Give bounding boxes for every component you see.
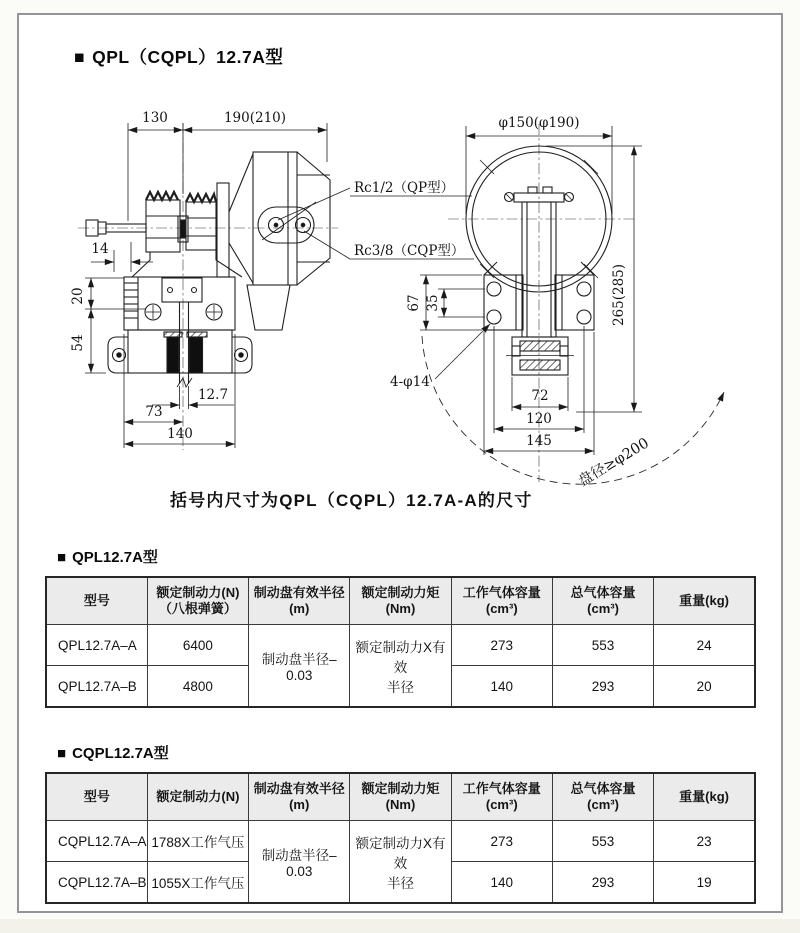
torque-cell: 额定制动力X有效 半径 — [350, 821, 451, 904]
page-bottom-band — [0, 919, 800, 933]
qpl-header-row — [46, 577, 755, 625]
page-title — [74, 44, 283, 69]
radius-cell: 制动盘半径–0.03 — [249, 625, 350, 708]
dim-20: 20 — [70, 287, 86, 305]
cqpl-spec-table — [45, 772, 756, 904]
dim-35: 35 — [425, 294, 441, 312]
black-square-icon: ■ — [57, 549, 67, 566]
total-volume-cell: 293 — [552, 666, 653, 708]
cqpl-header-row — [46, 773, 755, 821]
dim-265-285: 265(285) — [611, 263, 627, 327]
col-header-model: 型号 — [46, 577, 147, 625]
weight-cell: 23 — [654, 821, 755, 862]
work-volume-cell: 273 — [451, 625, 552, 666]
dim-120: 120 — [526, 411, 552, 427]
dim-dia-150-190: φ150(φ190) — [498, 115, 580, 131]
holes-label-4-phi14: 4-φ14 — [390, 374, 430, 390]
model-cell: CQPL12.7A–A — [46, 821, 147, 862]
cqpl-section-title — [57, 742, 169, 763]
radius-cell: 制动盘半径–0.03 — [249, 821, 350, 904]
dim-72: 72 — [531, 388, 549, 404]
drawing-caption: 括号内尺寸为QPL（CQPL）12.7A-A的尺寸 — [170, 491, 533, 510]
col-header-total-volume: 总气体容量 (cm³) — [552, 577, 653, 625]
col-header-force: 额定制动力(N) — [147, 773, 248, 821]
page-title-text: QPL（CQPL）12.7A型 — [92, 47, 284, 67]
total-volume-cell: 293 — [552, 862, 653, 904]
black-square-icon: ■ — [74, 47, 86, 67]
technical-drawing — [20, 90, 780, 490]
force-cell: 1055X工作气压 — [147, 862, 248, 904]
dim-145: 145 — [526, 433, 552, 449]
col-header-work-volume: 工作气体容量 (cm³) — [451, 773, 552, 821]
dim-140: 140 — [167, 426, 193, 442]
dim-12-7: 12.7 — [197, 387, 229, 403]
work-volume-cell: 140 — [451, 666, 552, 708]
model-cell: CQPL12.7A–B — [46, 862, 147, 904]
weight-cell: 19 — [654, 862, 755, 904]
col-header-total-volume: 总气体容量 (cm³) — [552, 773, 653, 821]
dim-73: 73 — [145, 404, 163, 420]
weight-cell: 24 — [654, 625, 755, 666]
col-header-weight: 重量(kg) — [654, 577, 755, 625]
qpl-section-title-text: QPL12.7A型 — [72, 549, 158, 566]
col-header-work-volume: 工作气体容量 (cm³) — [451, 577, 552, 625]
qpl-section-title — [57, 546, 158, 567]
col-header-radius: 制动盘有效半径 (m) — [249, 577, 350, 625]
dim-190-210: 190(210) — [223, 110, 287, 126]
col-header-model: 型号 — [46, 773, 147, 821]
port-label-rc12: Rc1/2（QP型） — [354, 180, 455, 196]
dim-54: 54 — [70, 334, 86, 352]
cqpl-section-title-text: CQPL12.7A型 — [72, 745, 169, 762]
table-row — [46, 821, 755, 862]
col-header-weight: 重量(kg) — [654, 773, 755, 821]
col-header-torque: 额定制动力矩 (Nm) — [350, 773, 451, 821]
work-volume-cell: 273 — [451, 821, 552, 862]
total-volume-cell: 553 — [552, 821, 653, 862]
model-cell: QPL12.7A–A — [46, 625, 147, 666]
col-header-force: 额定制动力(N) （八根弹簧） — [147, 577, 248, 625]
front-view-drawing — [390, 115, 724, 490]
force-cell: 6400 — [147, 625, 248, 666]
model-cell: QPL12.7A–B — [46, 666, 147, 708]
col-header-radius: 制动盘有效半径 (m) — [249, 773, 350, 821]
work-volume-cell: 140 — [451, 862, 552, 904]
black-square-icon: ■ — [57, 745, 67, 762]
col-header-torque: 额定制动力矩 (Nm) — [350, 577, 451, 625]
side-view-drawing — [70, 110, 474, 450]
force-cell: 4800 — [147, 666, 248, 708]
qpl-spec-table — [45, 576, 756, 708]
port-label-rc38: Rc3/8（CQP型） — [354, 243, 465, 259]
table-row — [46, 625, 755, 666]
force-cell: 1788X工作气压 — [147, 821, 248, 862]
torque-cell: 额定制动力X有效 半径 — [350, 625, 451, 708]
total-volume-cell: 553 — [552, 625, 653, 666]
dim-130: 130 — [142, 110, 168, 126]
disc-diameter-label: 盘径≥φ200 — [575, 435, 652, 490]
dim-67: 67 — [406, 294, 422, 312]
weight-cell: 20 — [654, 666, 755, 708]
dim-14: 14 — [91, 241, 109, 257]
